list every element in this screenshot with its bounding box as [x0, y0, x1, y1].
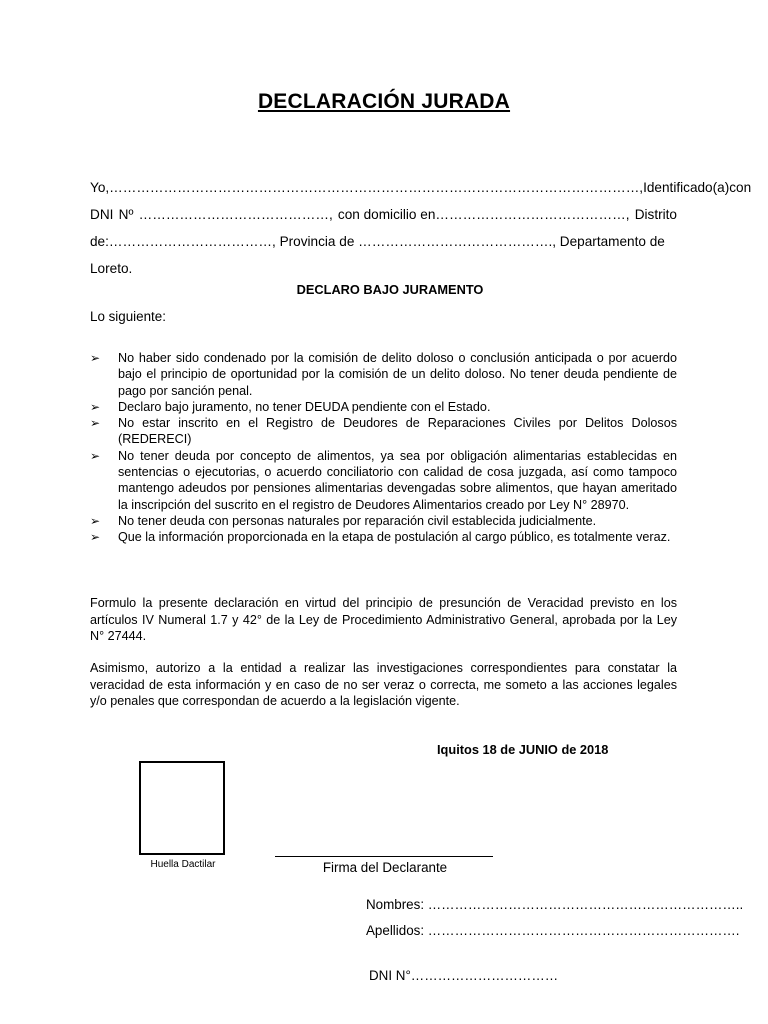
nombres-field: Nombres: …………………………………………………………….. [366, 897, 744, 912]
identification-line-2 [90, 201, 677, 228]
declaration-text: Declaro bajo juramento, no tener DEUDA pendiente con el Estado. [118, 399, 491, 414]
declarations-list [90, 350, 677, 546]
apellidos-field: Apellidos: ……………………………………………………………. [366, 923, 740, 938]
declaration-text: No haber sido condenado por la comisión de delito doloso o conclusión anticipada o por acuerdo bajo el principio de oportunidad por la comisión de un delito doloso. No tener deuda pendiente de pago por sanción penal. [118, 351, 677, 398]
address-blank: con domicilio en……………………………………, [337, 207, 630, 222]
identification-word: Distrito [634, 207, 677, 222]
identification-line-1 [90, 174, 752, 201]
dni-blank: ……………………………………, [138, 207, 333, 222]
arrow-bullet-icon: ➢ [90, 351, 101, 365]
identification-word: con [729, 180, 752, 195]
list-item [90, 399, 677, 415]
section-subtitle: DECLARO BAJO JURAMENTO [296, 282, 484, 297]
intro-text: Lo siguiente: [90, 309, 166, 324]
identification-word: Identificado [643, 180, 713, 195]
declaration-text: No tener deuda con personas naturales por reparación civil establecida judicialmente. [118, 513, 597, 528]
list-item [90, 350, 677, 399]
list-item [90, 529, 677, 545]
signature-label: Firma del Declarante [322, 860, 448, 875]
authorization-paragraph: Asimismo, autorizo a la entidad a realizar las investigaciones correspondientes para constatar la veracidad de esta información y en caso de no ser veraz o correcta, me someto a las acciones legales y/o penales que correspondan de acuerdo a la legislación vigente. [90, 661, 677, 708]
arrow-bullet-icon: ➢ [90, 399, 101, 414]
signature-line [275, 856, 493, 857]
place-and-date: Iquitos 18 de JUNIO de 2018 [437, 742, 609, 757]
declaration-text: No estar inscrito en el Registro de Deudores de Reparaciones Civiles por Delitos Dolosos (REDERECI) [118, 416, 677, 447]
legal-basis-paragraph: Formulo la presente declaración en virtud del principio de presunción de Veracidad previsto en los artículos IV Numeral 1.7 y 42° de la Ley de Procedimiento Administrativo General, aprobada por la Ley N° 27444. [90, 596, 677, 643]
declaration-text: No tener deuda por concepto de alimentos, ya sea por obligación alimentarias establecidas en sentencias o ejecutorias, o acuerdo conciliatorio con calidad de cosa juzgada, así como tampoco mantengo adeudos por pensiones alimentarias devengadas sobre alimentos, que hayan ameritado la inscripción del suscrito en el registro de Deudores Alimentarios creado por Ley N° 28970. [118, 448, 677, 512]
dni-field: DNI N°…………………………… [369, 968, 559, 983]
name-blank: Yo,………………………………………………………………………………………………………, [90, 180, 644, 195]
identification-line-3: de:………………………………, Provincia de ……………………………………., Departamento de Loreto. [90, 234, 665, 276]
list-item [90, 513, 677, 529]
arrow-bullet-icon: ➢ [90, 416, 101, 431]
identification-word: (a) [712, 180, 730, 195]
fingerprint-box [139, 761, 225, 855]
fingerprint-label: Huella Dactilar [150, 859, 216, 870]
identification-word: DNI [90, 207, 114, 222]
arrow-bullet-icon: ➢ [90, 448, 101, 463]
document-title: DECLARACIÓN JURADA [257, 90, 511, 113]
list-item [90, 448, 677, 513]
declaration-text: Que la información proporcionada en la etapa de postulación al cargo público, es totalmente veraz. [118, 530, 671, 545]
identification-block [90, 174, 752, 282]
arrow-bullet-icon: ➢ [90, 513, 101, 528]
list-item [90, 415, 677, 448]
arrow-bullet-icon: ➢ [90, 530, 101, 545]
identification-word: Nº [118, 207, 134, 222]
